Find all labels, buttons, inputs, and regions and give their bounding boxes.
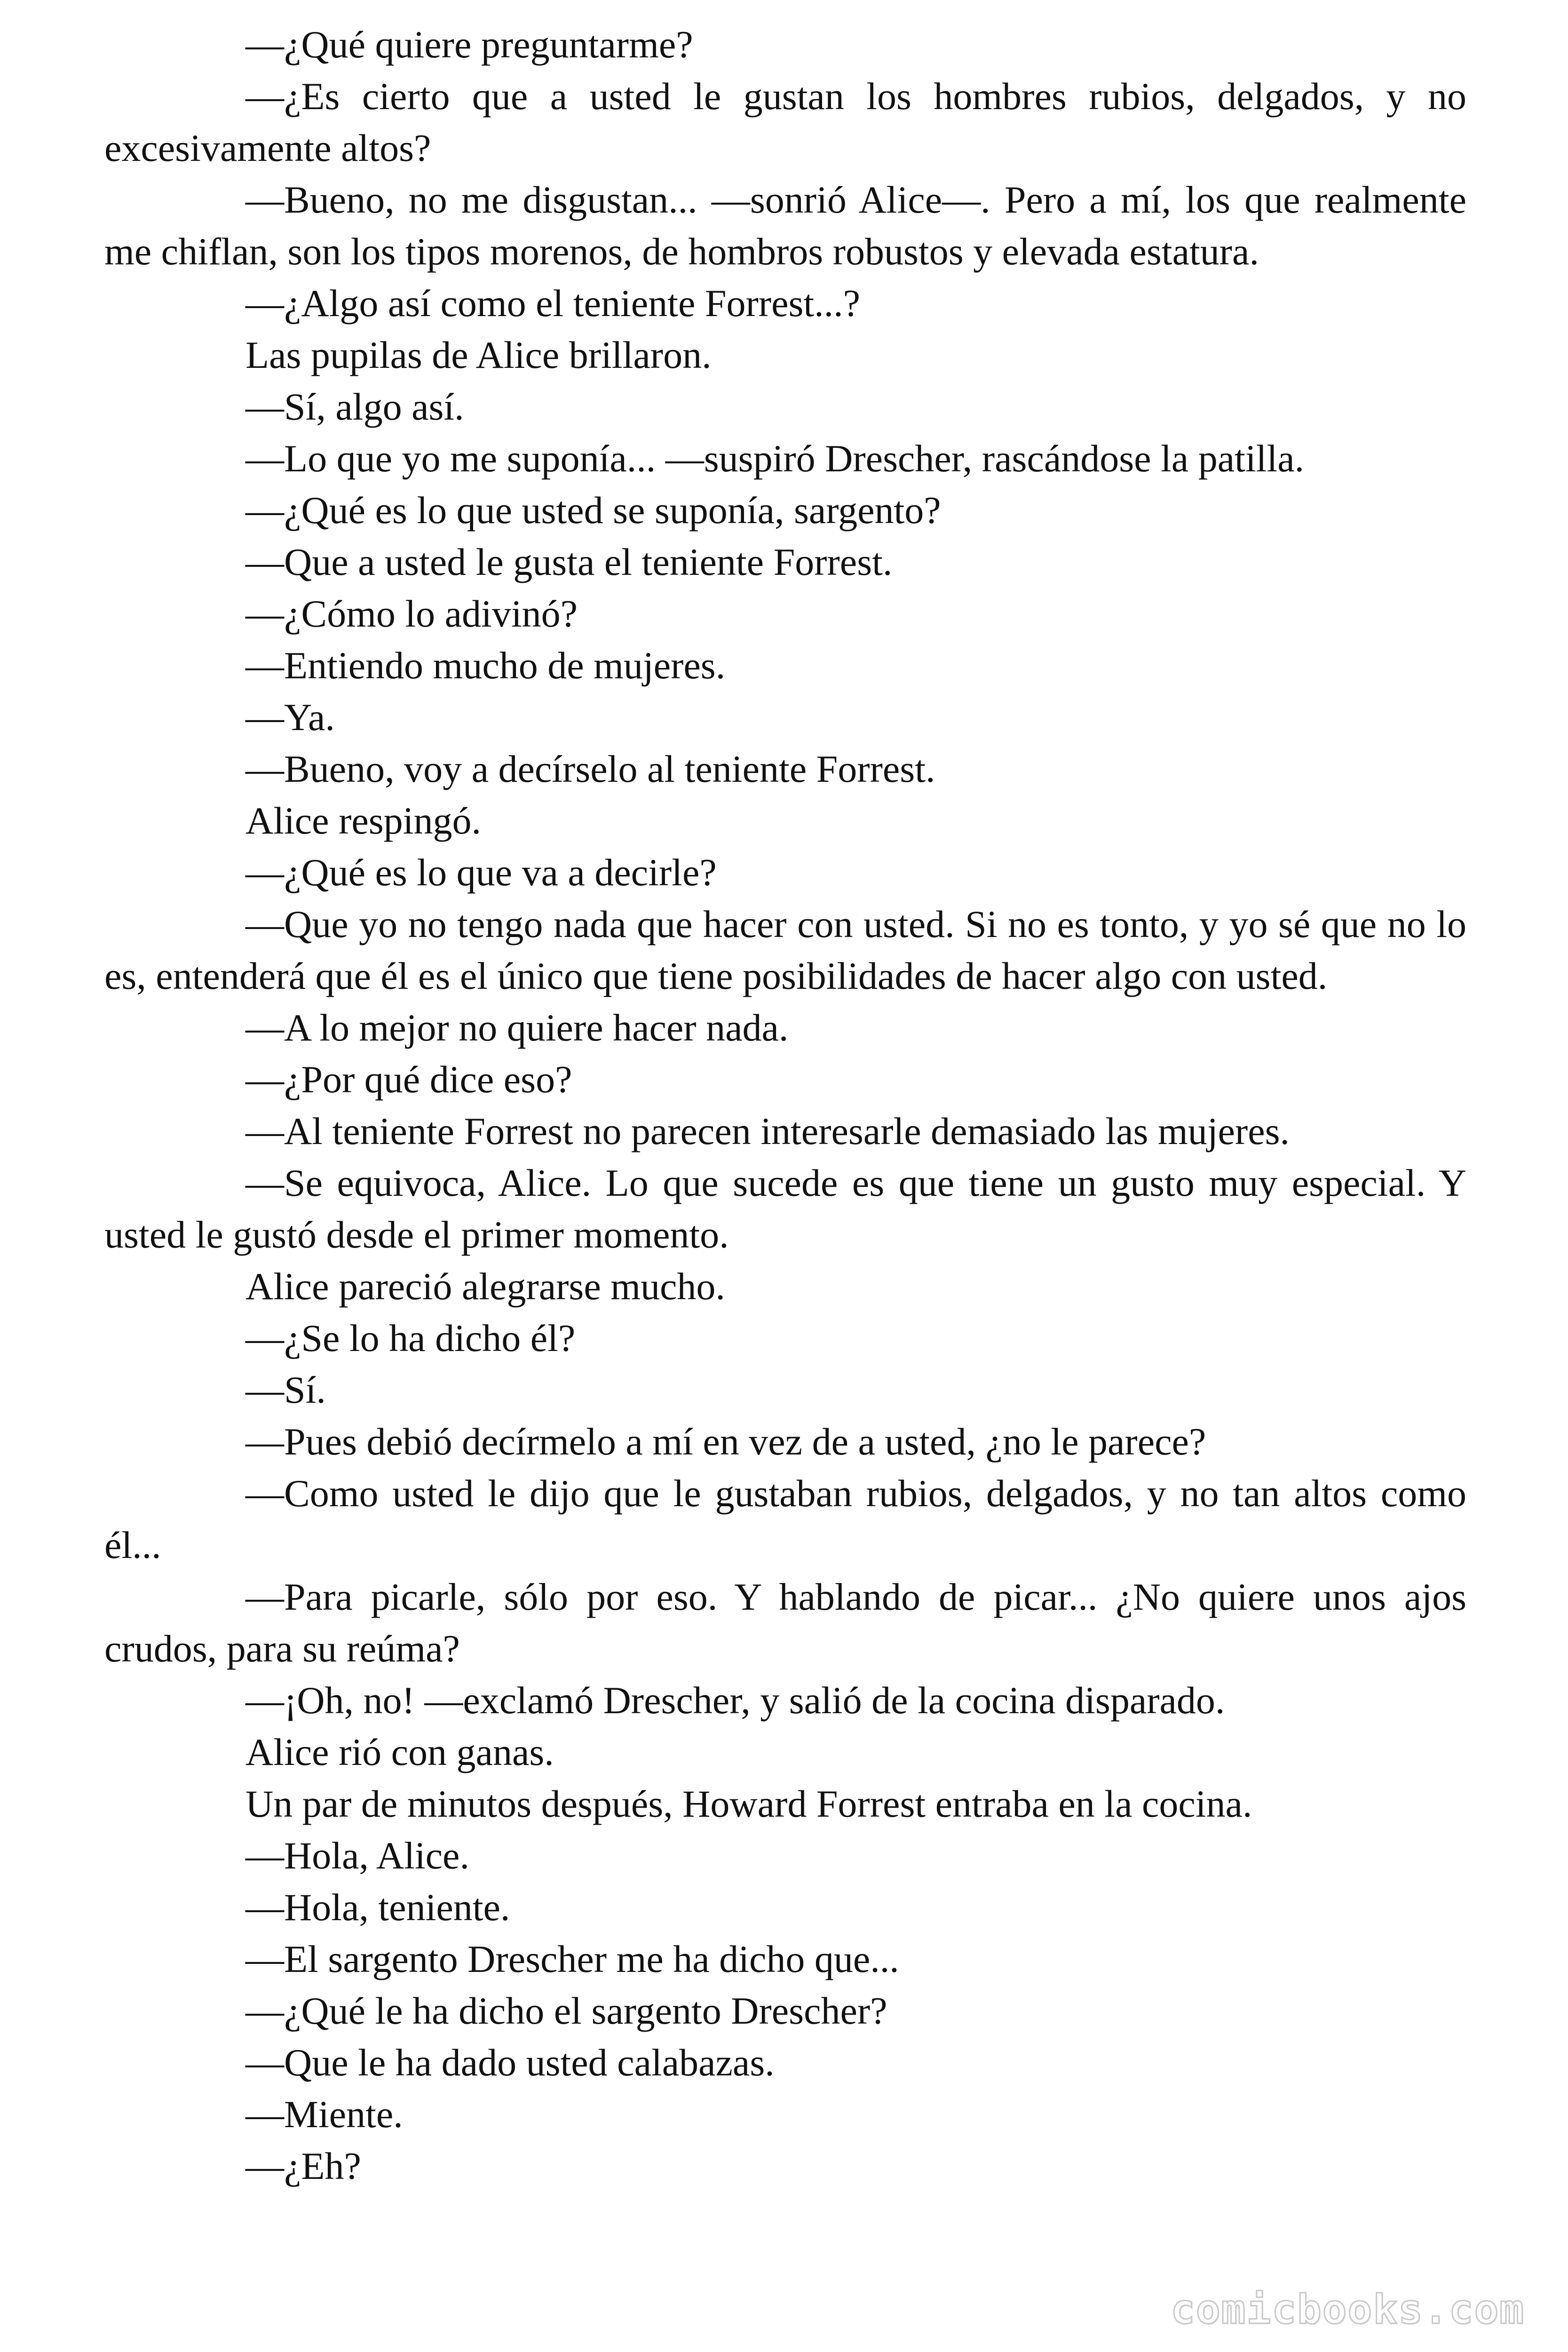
paragraph: —El sargento Drescher me ha dicho que... [245, 1938, 899, 1980]
paragraph: Alice pareció alegrarse mucho. [245, 1265, 725, 1308]
paragraph: —Miente. [245, 2093, 403, 2136]
paragraph: —Bueno, voy a decírselo al teniente Forrest. [245, 747, 935, 790]
paragraph: —¿Por qué dice eso? [245, 1058, 572, 1101]
paragraph: —Entiendo mucho de mujeres. [245, 644, 726, 687]
paragraph: Las pupilas de Alice brillaron. [245, 334, 712, 376]
paragraph: —Pues debió decírmelo a mí en vez de a usted, ¿no le parece? [245, 1420, 1206, 1463]
paragraph: —Como usted le dijo que le gustaban rubios, delgados, y no tan altos como él... [104, 1472, 1466, 1566]
paragraph: —Sí, algo así. [245, 385, 464, 428]
paragraph: —Que le ha dado usted calabazas. [245, 2041, 775, 2084]
paragraph: —¿Qué es lo que va a decirle? [245, 851, 717, 894]
paragraph: —Se equivoca, Alice. Lo que sucede es que tiene un gusto muy especial. Y usted le gustó desde el primer momento. [104, 1161, 1466, 1256]
paragraph: Un par de minutos después, Howard Forrest entraba en la cocina. [245, 1782, 1252, 1825]
paragraph: —Ya. [245, 696, 335, 739]
watermark: comicbooks.com [1171, 2286, 1525, 2333]
paragraph: —¿Qué le ha dicho el sargento Drescher? [245, 1989, 887, 2032]
paragraph: —Para picarle, sólo por eso. Y hablando de picar... ¿No quiere unos ajos crudos, para su reúma? [104, 1575, 1466, 1670]
paragraph: —¡Oh, no! —exclamó Drescher, y salió de la cocina disparado. [245, 1679, 1225, 1722]
paragraph: —¿Se lo ha dicho él? [245, 1317, 576, 1359]
paragraph: —Bueno, no me disgustan... —sonrió Alice—. Pero a mí, los que realmente me chiflan, son los tipos morenos, de hombros robustos y elevada estatura. [104, 178, 1466, 273]
paragraph: —¿Eh? [245, 2145, 361, 2187]
paragraph: —Sí. [245, 1368, 326, 1411]
paragraph: —¿Cómo lo adivinó? [245, 592, 578, 635]
paragraph: —A lo mejor no quiere hacer nada. [245, 1006, 789, 1049]
paragraph: —¿Algo así como el teniente Forrest...? [245, 282, 861, 325]
paragraph: —Que yo no tengo nada que hacer con usted. Si no es tonto, y yo sé que no lo es, entenderá que él es el único que tiene posibilidades de hacer algo con usted. [104, 903, 1466, 997]
paragraph: —Que a usted le gusta el teniente Forrest. [245, 540, 893, 583]
paragraph: Alice respingó. [245, 799, 481, 842]
book-page-text [104, 19, 1466, 2192]
paragraph: —Hola, Alice. [245, 1834, 469, 1877]
paragraph: —¿Qué quiere preguntarme? [245, 23, 693, 66]
paragraph: —Hola, teniente. [245, 1886, 510, 1929]
paragraph: —¿Es cierto que a usted le gustan los hombres rubios, delgados, y no excesivamente altos? [104, 75, 1466, 169]
paragraph: —¿Qué es lo que usted se suponía, sargento? [245, 489, 941, 532]
paragraph: —Lo que yo me suponía... —suspiró Drescher, rascándose la patilla. [245, 437, 1305, 480]
paragraph: Alice rió con ganas. [245, 1731, 554, 1773]
paragraph: —Al teniente Forrest no parecen interesarle demasiado las mujeres. [245, 1110, 1290, 1152]
